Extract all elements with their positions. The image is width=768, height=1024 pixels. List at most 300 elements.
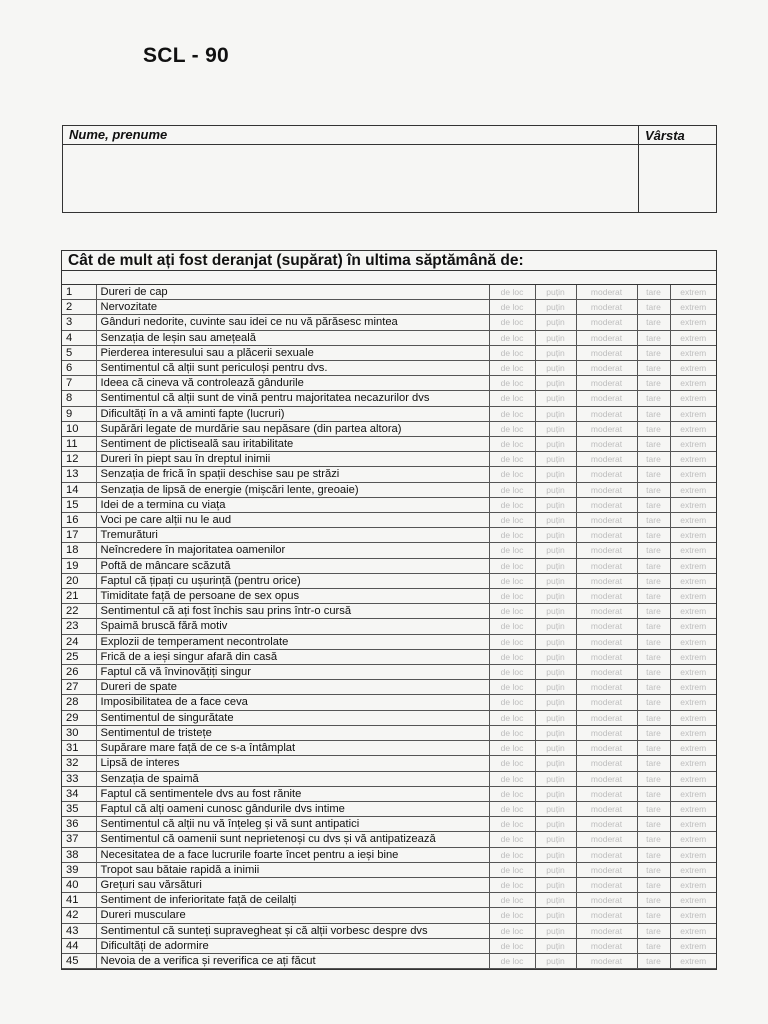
answer-option[interactable]: de loc: [489, 406, 535, 421]
answer-option[interactable]: moderat: [576, 847, 637, 862]
answer-option[interactable]: puțin: [535, 391, 576, 406]
answer-option[interactable]: de loc: [489, 908, 535, 923]
answer-option[interactable]: extrem: [670, 421, 716, 436]
answer-option[interactable]: de loc: [489, 285, 535, 300]
answer-option[interactable]: tare: [637, 741, 670, 756]
answer-option[interactable]: extrem: [670, 771, 716, 786]
answer-option[interactable]: tare: [637, 285, 670, 300]
answer-option[interactable]: extrem: [670, 710, 716, 725]
answer-option[interactable]: tare: [637, 391, 670, 406]
table-row: [62, 573, 716, 588]
answer-option[interactable]: puțin: [535, 573, 576, 588]
answer-option[interactable]: puțin: [535, 938, 576, 953]
answer-option[interactable]: extrem: [670, 391, 716, 406]
item-number: 16: [62, 513, 96, 528]
item-number: 45: [62, 953, 96, 968]
answer-option[interactable]: de loc: [489, 543, 535, 558]
answer-option[interactable]: puțin: [535, 665, 576, 680]
answer-option[interactable]: puțin: [535, 376, 576, 391]
item-number: 29: [62, 710, 96, 725]
table-row: [62, 528, 716, 543]
answer-option[interactable]: tare: [637, 634, 670, 649]
answer-option[interactable]: puțin: [535, 877, 576, 892]
answer-option[interactable]: de loc: [489, 680, 535, 695]
answer-option[interactable]: moderat: [576, 513, 637, 528]
item-number: 15: [62, 497, 96, 512]
answer-option[interactable]: de loc: [489, 421, 535, 436]
table-row: [62, 725, 716, 740]
answer-option[interactable]: tare: [637, 649, 670, 664]
item-number: 21: [62, 589, 96, 604]
answer-option[interactable]: puțin: [535, 741, 576, 756]
answer-option[interactable]: de loc: [489, 771, 535, 786]
answer-option[interactable]: tare: [637, 877, 670, 892]
answer-option[interactable]: puțin: [535, 771, 576, 786]
answer-option[interactable]: moderat: [576, 497, 637, 512]
answer-option[interactable]: puțin: [535, 619, 576, 634]
answer-option[interactable]: moderat: [576, 315, 637, 330]
answer-option[interactable]: de loc: [489, 665, 535, 680]
answer-option[interactable]: extrem: [670, 634, 716, 649]
answer-option[interactable]: puțin: [535, 452, 576, 467]
answer-option[interactable]: extrem: [670, 300, 716, 315]
answer-option[interactable]: de loc: [489, 893, 535, 908]
answer-option[interactable]: extrem: [670, 801, 716, 816]
item-text: Faptul că țipați cu ușurință (pentru orice): [96, 573, 489, 588]
answer-option[interactable]: extrem: [670, 877, 716, 892]
item-text: Explozii de temperament necontrolate: [96, 634, 489, 649]
answer-option[interactable]: tare: [637, 543, 670, 558]
answer-option[interactable]: tare: [637, 908, 670, 923]
answer-option[interactable]: puțin: [535, 847, 576, 862]
answer-option[interactable]: extrem: [670, 543, 716, 558]
answer-option[interactable]: puțin: [535, 756, 576, 771]
answer-option[interactable]: extrem: [670, 513, 716, 528]
answer-option[interactable]: tare: [637, 558, 670, 573]
answer-option[interactable]: extrem: [670, 741, 716, 756]
item-number: 13: [62, 467, 96, 482]
answer-option[interactable]: moderat: [576, 589, 637, 604]
answer-option[interactable]: puțin: [535, 300, 576, 315]
answer-option[interactable]: moderat: [576, 908, 637, 923]
answer-option[interactable]: moderat: [576, 801, 637, 816]
answer-option[interactable]: extrem: [670, 619, 716, 634]
answer-option[interactable]: puțin: [535, 330, 576, 345]
item-text: Idei de a termina cu viața: [96, 497, 489, 512]
answer-option[interactable]: moderat: [576, 725, 637, 740]
answer-option[interactable]: de loc: [489, 345, 535, 360]
answer-option[interactable]: extrem: [670, 604, 716, 619]
answer-option[interactable]: tare: [637, 832, 670, 847]
answer-option[interactable]: moderat: [576, 558, 637, 573]
answer-option[interactable]: moderat: [576, 300, 637, 315]
answer-option[interactable]: puțin: [535, 893, 576, 908]
table-row: [62, 817, 716, 832]
answer-option[interactable]: extrem: [670, 330, 716, 345]
answer-option[interactable]: extrem: [670, 361, 716, 376]
answer-option[interactable]: tare: [637, 938, 670, 953]
answer-option[interactable]: puțin: [535, 361, 576, 376]
item-number: 4: [62, 330, 96, 345]
answer-option[interactable]: de loc: [489, 391, 535, 406]
answer-option[interactable]: extrem: [670, 315, 716, 330]
answer-option[interactable]: moderat: [576, 285, 637, 300]
answer-option[interactable]: de loc: [489, 361, 535, 376]
answer-option[interactable]: tare: [637, 361, 670, 376]
answer-option[interactable]: moderat: [576, 619, 637, 634]
answer-option[interactable]: extrem: [670, 376, 716, 391]
answer-option[interactable]: de loc: [489, 725, 535, 740]
answer-option[interactable]: tare: [637, 771, 670, 786]
answer-option[interactable]: de loc: [489, 315, 535, 330]
answer-option[interactable]: tare: [637, 528, 670, 543]
table-row: [62, 421, 716, 436]
answer-option[interactable]: de loc: [489, 862, 535, 877]
answer-option[interactable]: puțin: [535, 315, 576, 330]
answer-option[interactable]: extrem: [670, 923, 716, 938]
answer-option[interactable]: moderat: [576, 680, 637, 695]
answer-option[interactable]: extrem: [670, 832, 716, 847]
answer-option[interactable]: tare: [637, 497, 670, 512]
answer-option[interactable]: de loc: [489, 300, 535, 315]
answer-option[interactable]: puțin: [535, 832, 576, 847]
answer-option[interactable]: moderat: [576, 938, 637, 953]
answer-option[interactable]: puțin: [535, 421, 576, 436]
item-text: Dureri musculare: [96, 908, 489, 923]
answer-option[interactable]: tare: [637, 665, 670, 680]
answer-option[interactable]: moderat: [576, 604, 637, 619]
answer-option[interactable]: puțin: [535, 908, 576, 923]
answer-option[interactable]: puțin: [535, 589, 576, 604]
table-row: [62, 345, 716, 360]
table-row: [62, 665, 716, 680]
answer-option[interactable]: moderat: [576, 482, 637, 497]
answer-option[interactable]: tare: [637, 923, 670, 938]
answer-option[interactable]: tare: [637, 376, 670, 391]
table-row: [62, 406, 716, 421]
item-number: 35: [62, 801, 96, 816]
answer-option[interactable]: tare: [637, 695, 670, 710]
answer-option[interactable]: puțin: [535, 467, 576, 482]
answer-option[interactable]: puțin: [535, 285, 576, 300]
answer-option[interactable]: de loc: [489, 558, 535, 573]
item-number: 5: [62, 345, 96, 360]
answer-option[interactable]: extrem: [670, 345, 716, 360]
answer-option[interactable]: extrem: [670, 528, 716, 543]
answer-option[interactable]: tare: [637, 467, 670, 482]
answer-option[interactable]: tare: [637, 680, 670, 695]
answer-option[interactable]: tare: [637, 953, 670, 968]
answer-option[interactable]: tare: [637, 786, 670, 801]
answer-option[interactable]: moderat: [576, 330, 637, 345]
item-number: 27: [62, 680, 96, 695]
answer-option[interactable]: de loc: [489, 801, 535, 816]
table-row: [62, 847, 716, 862]
table-row: [62, 862, 716, 877]
item-text: Tropot sau bătaie rapidă a inimii: [96, 862, 489, 877]
item-number: 43: [62, 923, 96, 938]
table-row: [62, 589, 716, 604]
table-row: [62, 452, 716, 467]
answer-option[interactable]: puțin: [535, 497, 576, 512]
item-text: Tremurături: [96, 528, 489, 543]
answer-option[interactable]: extrem: [670, 908, 716, 923]
answer-option[interactable]: de loc: [489, 695, 535, 710]
answer-option[interactable]: extrem: [670, 953, 716, 968]
answer-option[interactable]: moderat: [576, 710, 637, 725]
answer-option[interactable]: moderat: [576, 695, 637, 710]
item-text: Sentiment de inferioritate față de ceilalți: [96, 893, 489, 908]
answer-option[interactable]: puțin: [535, 406, 576, 421]
answer-option[interactable]: moderat: [576, 391, 637, 406]
answer-option[interactable]: de loc: [489, 817, 535, 832]
answer-option[interactable]: de loc: [489, 710, 535, 725]
item-text: Sentimentul că alții nu vă înțeleg și vă sunt antipatici: [96, 817, 489, 832]
answer-option[interactable]: de loc: [489, 604, 535, 619]
answer-option[interactable]: tare: [637, 847, 670, 862]
answer-option[interactable]: extrem: [670, 649, 716, 664]
item-text: Sentimentul că alții sunt periculoși pentru dvs.: [96, 361, 489, 376]
answer-option[interactable]: tare: [637, 725, 670, 740]
answer-option[interactable]: moderat: [576, 665, 637, 680]
item-number: 34: [62, 786, 96, 801]
answer-option[interactable]: puțin: [535, 634, 576, 649]
answer-option[interactable]: de loc: [489, 619, 535, 634]
table-row: [62, 558, 716, 573]
answer-option[interactable]: extrem: [670, 467, 716, 482]
answer-option[interactable]: tare: [637, 589, 670, 604]
table-row: [62, 710, 716, 725]
answer-option[interactable]: moderat: [576, 467, 637, 482]
answer-option[interactable]: tare: [637, 300, 670, 315]
answer-option[interactable]: tare: [637, 604, 670, 619]
answer-option[interactable]: moderat: [576, 817, 637, 832]
answer-option[interactable]: tare: [637, 756, 670, 771]
item-number: 6: [62, 361, 96, 376]
answer-option[interactable]: extrem: [670, 665, 716, 680]
answer-option[interactable]: extrem: [670, 452, 716, 467]
answer-option[interactable]: de loc: [489, 482, 535, 497]
answer-option[interactable]: de loc: [489, 649, 535, 664]
item-number: 2: [62, 300, 96, 315]
answer-option[interactable]: tare: [637, 437, 670, 452]
item-text: Lipsă de interes: [96, 756, 489, 771]
item-text: Dificultăți de adormire: [96, 938, 489, 953]
answer-option[interactable]: puțin: [535, 604, 576, 619]
item-text: Faptul că sentimentele dvs au fost rănite: [96, 786, 489, 801]
item-text: Gânduri nedorite, cuvinte sau idei ce nu vă părăsesc mintea: [96, 315, 489, 330]
column-divider: [638, 126, 639, 212]
answer-option[interactable]: extrem: [670, 862, 716, 877]
answer-option[interactable]: tare: [637, 893, 670, 908]
answer-option[interactable]: tare: [637, 619, 670, 634]
answer-option[interactable]: extrem: [670, 817, 716, 832]
answer-option[interactable]: moderat: [576, 361, 637, 376]
item-text: Faptul că vă învinovățiți singur: [96, 665, 489, 680]
answer-option[interactable]: de loc: [489, 953, 535, 968]
answer-option[interactable]: moderat: [576, 893, 637, 908]
answer-option[interactable]: de loc: [489, 847, 535, 862]
item-text: Sentimentul că alții sunt de vină pentru majoritatea necazurilor dvs: [96, 391, 489, 406]
answer-option[interactable]: extrem: [670, 497, 716, 512]
answer-option[interactable]: extrem: [670, 695, 716, 710]
answer-option[interactable]: puțin: [535, 786, 576, 801]
answer-option[interactable]: moderat: [576, 573, 637, 588]
answer-option[interactable]: puțin: [535, 558, 576, 573]
answer-option[interactable]: moderat: [576, 528, 637, 543]
answer-option[interactable]: de loc: [489, 330, 535, 345]
answer-option[interactable]: extrem: [670, 437, 716, 452]
answer-option[interactable]: puțin: [535, 528, 576, 543]
answer-option[interactable]: moderat: [576, 376, 637, 391]
answer-option[interactable]: tare: [637, 817, 670, 832]
answer-option[interactable]: tare: [637, 421, 670, 436]
table-row: [62, 482, 716, 497]
answer-option[interactable]: tare: [637, 482, 670, 497]
table-row: [62, 908, 716, 923]
answer-option[interactable]: extrem: [670, 847, 716, 862]
answer-option[interactable]: extrem: [670, 406, 716, 421]
answer-option[interactable]: de loc: [489, 513, 535, 528]
answer-option[interactable]: tare: [637, 710, 670, 725]
answer-option[interactable]: moderat: [576, 634, 637, 649]
item-text: Sentimentul că ați fost închis sau prins într-o cursă: [96, 604, 489, 619]
answer-option[interactable]: moderat: [576, 953, 637, 968]
answer-option[interactable]: puțin: [535, 862, 576, 877]
table-row: [62, 634, 716, 649]
answer-option[interactable]: tare: [637, 315, 670, 330]
item-text: Senzația de leșin sau amețeală: [96, 330, 489, 345]
answer-option[interactable]: extrem: [670, 893, 716, 908]
answer-option[interactable]: moderat: [576, 923, 637, 938]
answer-option[interactable]: puțin: [535, 695, 576, 710]
answer-option[interactable]: de loc: [489, 756, 535, 771]
answer-option[interactable]: moderat: [576, 649, 637, 664]
answer-option[interactable]: puțin: [535, 680, 576, 695]
answer-option[interactable]: moderat: [576, 832, 637, 847]
item-number: 37: [62, 832, 96, 847]
item-number: 22: [62, 604, 96, 619]
answer-option[interactable]: puțin: [535, 953, 576, 968]
answer-option[interactable]: de loc: [489, 573, 535, 588]
identity-box: [62, 125, 717, 213]
answer-option[interactable]: de loc: [489, 376, 535, 391]
answer-option[interactable]: moderat: [576, 877, 637, 892]
item-number: 17: [62, 528, 96, 543]
item-number: 14: [62, 482, 96, 497]
answer-option[interactable]: puțin: [535, 437, 576, 452]
answer-option[interactable]: moderat: [576, 437, 637, 452]
answer-option[interactable]: extrem: [670, 938, 716, 953]
answer-option[interactable]: tare: [637, 801, 670, 816]
item-text: Sentiment de plictiseală sau iritabilitate: [96, 437, 489, 452]
answer-option[interactable]: moderat: [576, 543, 637, 558]
item-number: 26: [62, 665, 96, 680]
answer-option[interactable]: de loc: [489, 938, 535, 953]
answer-option[interactable]: de loc: [489, 877, 535, 892]
answer-option[interactable]: tare: [637, 573, 670, 588]
answer-option[interactable]: puțin: [535, 710, 576, 725]
answer-option[interactable]: de loc: [489, 467, 535, 482]
item-number: 24: [62, 634, 96, 649]
table-row: [62, 619, 716, 634]
answer-option[interactable]: moderat: [576, 406, 637, 421]
answer-option[interactable]: moderat: [576, 452, 637, 467]
answer-option[interactable]: tare: [637, 345, 670, 360]
answer-option[interactable]: moderat: [576, 771, 637, 786]
answer-option[interactable]: de loc: [489, 528, 535, 543]
answer-option[interactable]: extrem: [670, 285, 716, 300]
answer-option[interactable]: extrem: [670, 482, 716, 497]
answer-option[interactable]: puțin: [535, 513, 576, 528]
answer-option[interactable]: moderat: [576, 421, 637, 436]
answer-option[interactable]: de loc: [489, 832, 535, 847]
item-number: 20: [62, 573, 96, 588]
answer-option[interactable]: de loc: [489, 634, 535, 649]
item-number: 31: [62, 741, 96, 756]
answer-option[interactable]: extrem: [670, 558, 716, 573]
item-number: 23: [62, 619, 96, 634]
answer-option[interactable]: de loc: [489, 741, 535, 756]
answer-option[interactable]: puțin: [535, 801, 576, 816]
answer-option[interactable]: moderat: [576, 862, 637, 877]
item-text: Necesitatea de a face lucrurile foarte încet pentru a ieși bine: [96, 847, 489, 862]
answer-option[interactable]: de loc: [489, 786, 535, 801]
item-number: 44: [62, 938, 96, 953]
answer-option[interactable]: tare: [637, 862, 670, 877]
item-text: Dificultăți în a vă aminti fapte (lucruri): [96, 406, 489, 421]
item-number: 38: [62, 847, 96, 862]
answer-option[interactable]: puțin: [535, 345, 576, 360]
table-row: [62, 801, 716, 816]
answer-option[interactable]: extrem: [670, 786, 716, 801]
item-text: Neîncredere în majoritatea oamenilor: [96, 543, 489, 558]
answer-option[interactable]: moderat: [576, 345, 637, 360]
answer-option[interactable]: moderat: [576, 786, 637, 801]
item-number: 18: [62, 543, 96, 558]
answer-option[interactable]: extrem: [670, 756, 716, 771]
item-text: Dureri de cap: [96, 285, 489, 300]
answer-option[interactable]: extrem: [670, 725, 716, 740]
item-text: Nevoia de a verifica și reverifica ce ați făcut: [96, 953, 489, 968]
table-row: [62, 649, 716, 664]
item-number: 40: [62, 877, 96, 892]
answer-option[interactable]: de loc: [489, 497, 535, 512]
table-row: [62, 437, 716, 452]
answer-option[interactable]: tare: [637, 330, 670, 345]
answer-option[interactable]: extrem: [670, 573, 716, 588]
answer-option[interactable]: puțin: [535, 649, 576, 664]
item-text: Poftă de mâncare scăzută: [96, 558, 489, 573]
answer-option[interactable]: tare: [637, 452, 670, 467]
answer-option[interactable]: de loc: [489, 437, 535, 452]
answer-option[interactable]: puțin: [535, 817, 576, 832]
answer-option[interactable]: extrem: [670, 589, 716, 604]
answer-option[interactable]: tare: [637, 406, 670, 421]
answer-option[interactable]: puțin: [535, 923, 576, 938]
item-text: Voci pe care alții nu le aud: [96, 513, 489, 528]
answer-option[interactable]: puțin: [535, 543, 576, 558]
answer-option[interactable]: puțin: [535, 482, 576, 497]
answer-option[interactable]: de loc: [489, 589, 535, 604]
answer-option[interactable]: de loc: [489, 923, 535, 938]
answer-option[interactable]: de loc: [489, 452, 535, 467]
answer-option[interactable]: tare: [637, 513, 670, 528]
answer-option[interactable]: moderat: [576, 741, 637, 756]
answer-option[interactable]: extrem: [670, 680, 716, 695]
answer-option[interactable]: moderat: [576, 756, 637, 771]
answer-option[interactable]: puțin: [535, 725, 576, 740]
